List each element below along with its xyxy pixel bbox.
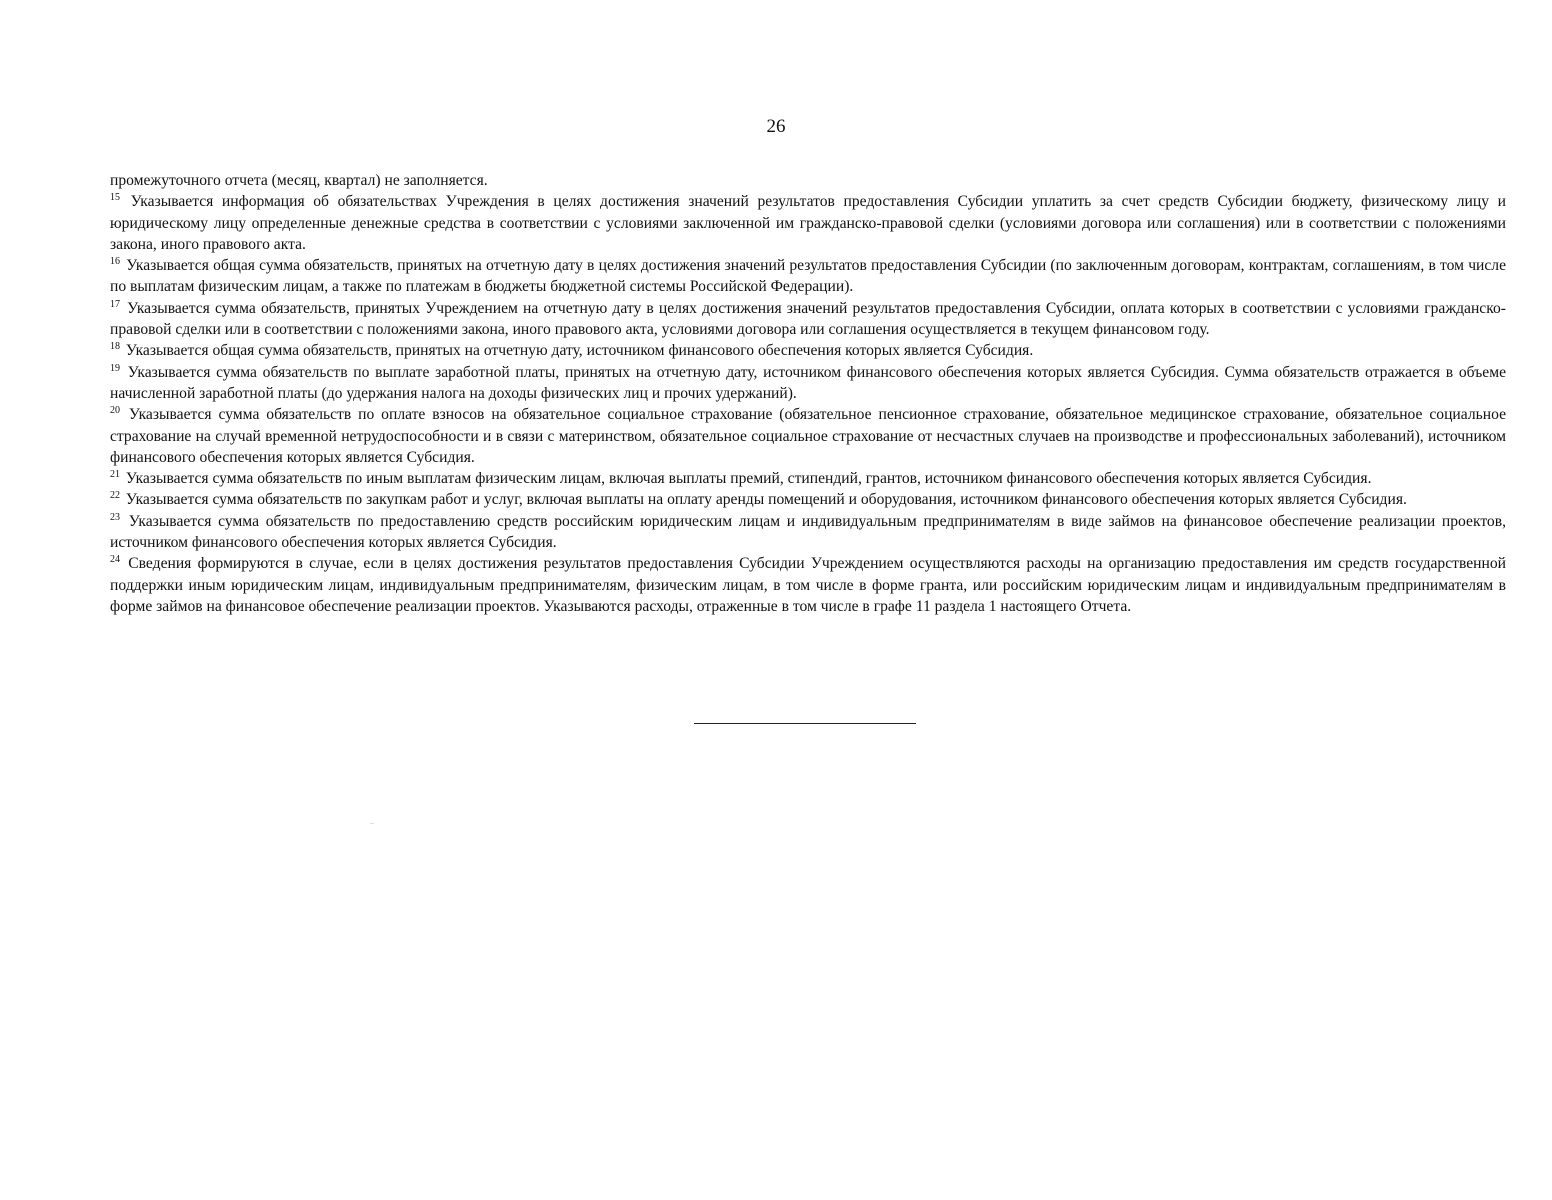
footnote-text: Указывается информация об обязательствах Учреждения в целях достижения значений результатов предоставления Субсидии уплатить за счет средств Субсидии бюджету, физическому лицу и юридическому лицу определенные денежные средства в соответствии с условиями заключенной им гражданско-правовой сделки (условиями договора или соглашения) или в соответствии с положениями закона, иного правового акта. bbox=[110, 193, 1507, 253]
footnote-text: Указывается сумма обязательств по выплате заработной платы, принятых на отчетную дату, источником финансового обеспечения которых является Субсидия. Сумма обязательств отражается в объеме начисленной заработной платы (до удержания налога на доходы физических лиц и прочих удержаний). bbox=[110, 363, 1506, 402]
footnote-15 bbox=[110, 191, 1506, 255]
footnote-text: Сведения формируются в случае, если в целях достижения результатов предоставления Субсидии Учреждением осуществляются расходы на организацию предоставления им средств государственной поддержки иным юридическим лицам, индивидуальным предпринимателям, физическим лицам, в том числе в форме гранта, или российским юридическим лицам и индивидуальным предпринимателям в форме займов на финансовое обеспечение реализации проектов. Указываются расходы, отраженные в том числе в графе 11 раздела 1 настоящего Отчета. bbox=[110, 555, 1506, 615]
footnote-number: 24 bbox=[110, 554, 120, 566]
footnote-number: 18 bbox=[110, 341, 120, 353]
footnote-text: Указывается сумма обязательств, принятых Учреждением на отчетную дату в целях достижения значений результатов предоставления Субсидии, оплата которых в соответствии с условиями гражданско-правовой сделки или в соответствии с положениями закона, иного правового акта, условиями договора или соглашения осуществляется в текущем финансовом году. bbox=[110, 299, 1506, 339]
footnote-number: 20 bbox=[110, 405, 120, 417]
scan-speck bbox=[370, 823, 374, 824]
footnote-number: 23 bbox=[110, 511, 120, 523]
footnote-number: 19 bbox=[110, 362, 120, 374]
footnote-number: 15 bbox=[110, 192, 120, 204]
footnote-20 bbox=[110, 404, 1506, 468]
footnote-21 bbox=[110, 468, 1506, 489]
page-number: 26 bbox=[766, 116, 786, 137]
end-divider bbox=[694, 723, 916, 724]
footnote-number: 17 bbox=[110, 298, 120, 310]
footnote-number: 16 bbox=[110, 256, 120, 268]
footnote-number: 21 bbox=[110, 469, 120, 481]
footnote-text: Указывается общая сумма обязательств, принятых на отчетную дату в целях достижения значений результатов предоставления Субсидии (по заключенным договорам, контрактам, соглашениям, в том числе по выплатам физическим лицам, а также по платежам в бюджеты бюджетной системы Российской Федерации). bbox=[110, 257, 1507, 296]
footnote-number: 22 bbox=[110, 490, 120, 502]
footnote-24 bbox=[110, 553, 1506, 617]
footnote-text: Указывается сумма обязательств по иным выплатам физическим лицам, включая выплаты премий, стипендий, грантов, источником финансового обеспечения которых является Субсидия. bbox=[125, 470, 1372, 488]
footnote-continuation bbox=[110, 170, 1506, 191]
footnote-text: Указывается общая сумма обязательств, принятых на отчетную дату, источником финансового обеспечения которых является Субсидия. bbox=[125, 342, 1034, 360]
footnote-19 bbox=[110, 362, 1506, 405]
footnote-text: Указывается сумма обязательств по предоставлению средств российским юридическим лицам и индивидуальным предпринимателям в виде займов на финансовое обеспечение реализации проектов, источником финансового обеспечения которых является Субсидия. bbox=[110, 512, 1506, 552]
footnote-23 bbox=[110, 511, 1506, 554]
footnote-text: Указывается сумма обязательств по закупкам работ и услуг, включая выплаты на оплату аренды помещений и оборудования, источником финансового обеспечения которых является Субсидия. bbox=[125, 491, 1407, 509]
footnote-16 bbox=[110, 255, 1506, 298]
footnote-22 bbox=[110, 489, 1506, 510]
footnotes bbox=[110, 170, 1506, 617]
footnote-text: промежуточного отчета (месяц, квартал) не заполняется. bbox=[110, 172, 488, 189]
footnote-17 bbox=[110, 298, 1506, 341]
footnote-18 bbox=[110, 340, 1506, 361]
footnote-text: Указывается сумма обязательств по оплате взносов на обязательное социальное страхование (обязательное пенсионное страхование, обязательное медицинское страхование, обязательное социальное страхование на случай временной нетрудоспособности и в связи с материнством, обязательное социальное страхование от несчастных случаев на производстве и профессиональных заболеваний), источником финансового обеспечения которых является Субсидия. bbox=[110, 406, 1506, 466]
